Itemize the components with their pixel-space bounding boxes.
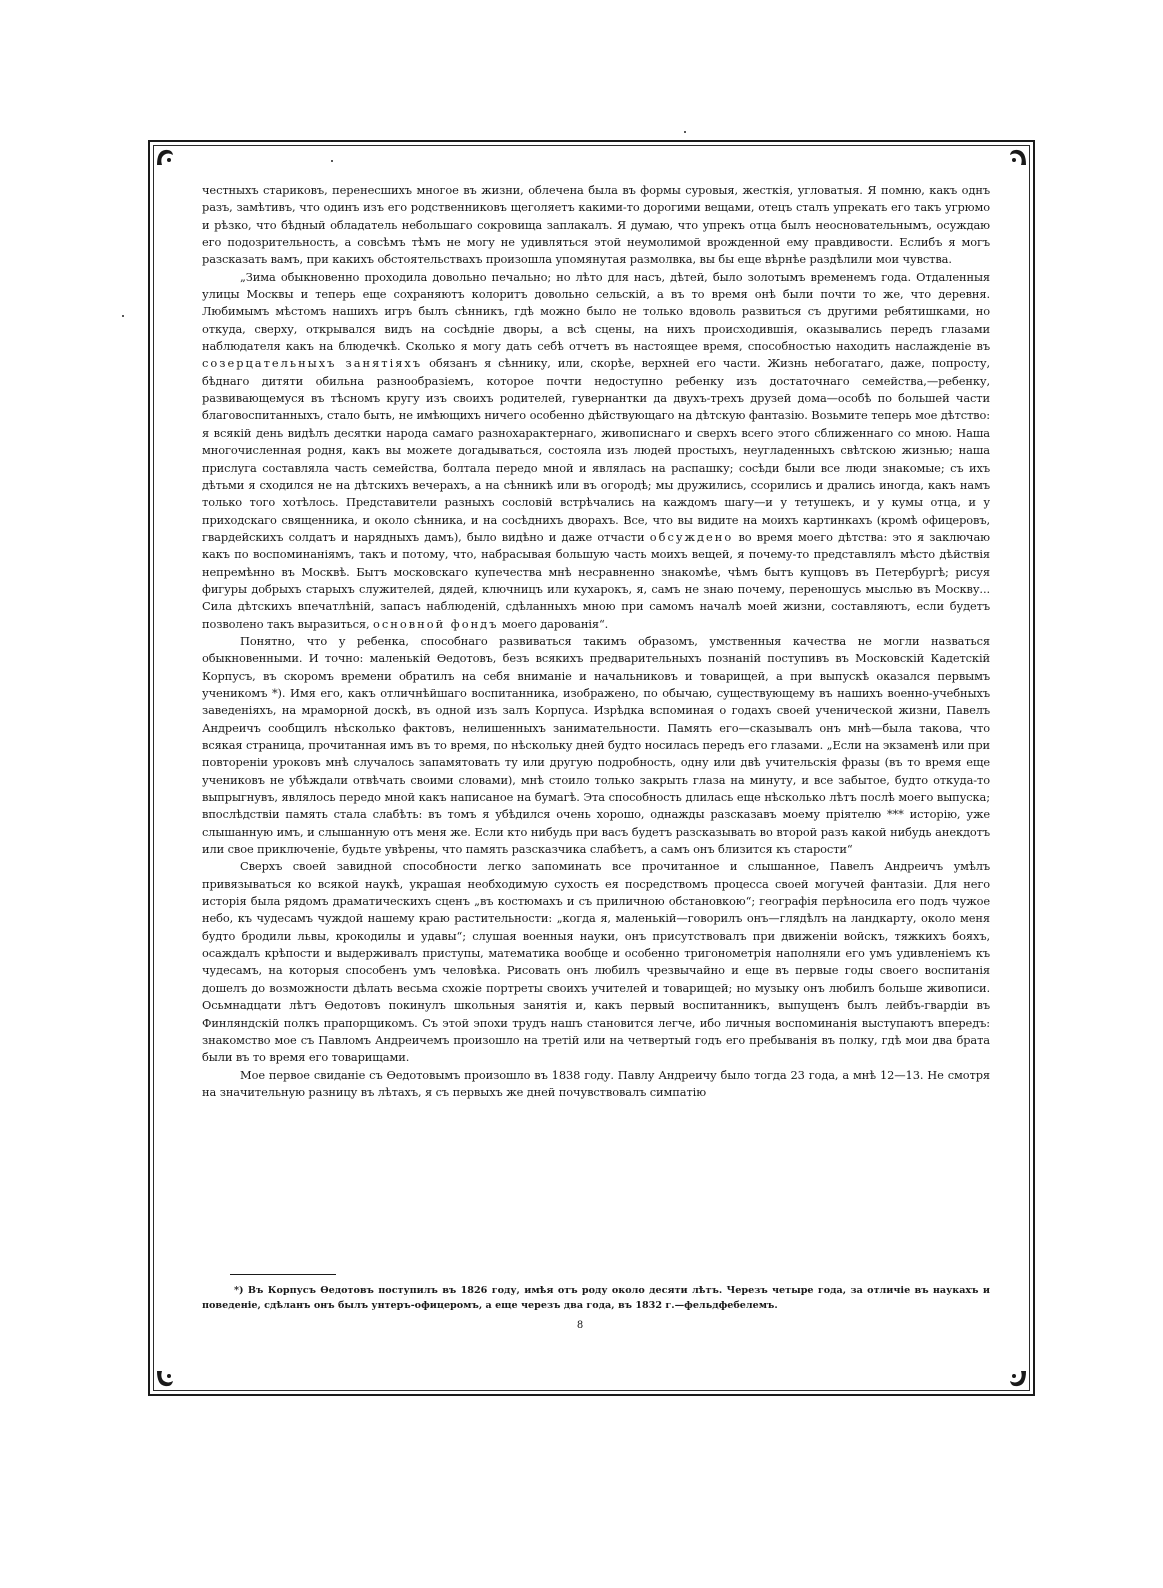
corner-ornament-icon bbox=[1007, 1368, 1029, 1390]
paragraph: честныхъ стариковъ, перенесшихъ многое въ жизни, облечена была въ формы суровыя, жесткія, угловатыя. Я помню, какъ однъ разъ, замѣтивъ, что одинъ изъ его родственниковъ щеголяетъ какими-то дорогими вещами, отецъ сталъ упрекать его такъ угрюмо и рѣзко, что бѣдный обладатель небольшаго сокровища заплакалъ. Я думаю, что упрекъ отца былъ неосновательнымъ, осуждаю его подозрительность, а совсѣмъ тѣмъ не могу не удивляться этой неумолимой врожденной ему правдивости. Еслибъ я могъ разсказать вамъ, при какихъ обстоятельствахъ произошла упомянутая размолвка, вы бы еще вѣрнѣе раздѣлили мои чувства. bbox=[202, 183, 990, 267]
print-speck bbox=[684, 131, 686, 133]
emphasis: обсуждено bbox=[649, 529, 734, 544]
corner-ornament-icon bbox=[1007, 146, 1029, 168]
paragraph: Сверхъ своей завидной способности легко запоминать все прочитанное и слышанное, Павелъ Андреичъ умѣлъ привязываться ко всякой наукѣ, украшая необходимую сухость ея посредствомъ процесса своей могучей фантазіи. Для него исторія была рядомъ драматическихъ сценъ „въ костюмахъ и съ приличною обстановкою“; географія перѣносила его подъ чужое небо, къ чудесамъ чуждой нашему краю растительности: „когда я, маленькій—говорилъ онъ—глядѣлъ на ландкарту, около меня будто бродили львы, крокодилы и удавы“; слушая военныя науки, онъ присутствовалъ при движеніи войскъ, тяжкихъ бояхъ, осаждалъ крѣпости и выдерживалъ приступы, математика вообще и особенно тригонометрія наполняли его умъ удивленіемъ къ чудесамъ, на которыя способенъ умъ человѣка. Рисовать онъ любилъ чрезвычайно и еще въ первые годы своего воспитанія дошелъ до возможности дѣлать весьма схожіе портреты своихъ учителей и товарищей; но музыку онъ любилъ больше живописи. Осьмнадцати лѣтъ Ѳедотовъ покинулъ школьныя занятія и, какъ первый воспитанникъ, выпущенъ былъ лейбъ-гвардіи въ Финляндскій полкъ прапорщикомъ. Съ этой эпохи трудъ нашъ становится легче, ибо личныя воспоминанія выступаютъ впередъ: знакомство мое съ Павломъ Андреичемъ произошло на третій или на четвертый годъ его пребыванія въ полку, гдѣ мои два брата были въ то время его товарищами. bbox=[202, 859, 990, 1065]
corner-ornament-icon bbox=[154, 146, 176, 168]
paragraph: Мое первое свиданіе съ Ѳедотовымъ произошло въ 1838 году. Павлу Андреичу было тогда 23 года, а мнѣ 12—13. Не смотря на значительную разницу въ лѣтахъ, я съ первыхъ же дней почувствовалъ симпатію bbox=[202, 1067, 990, 1099]
paragraph: Понятно, что у ребенка, способнаго развиваться такимъ образомъ, умственныя качества не могли назваться обыкновенными. И точно: маленькій Ѳедотовъ, безъ всякихъ предварительныхъ познаній поступивъ въ Московскій Кадетскій Корпусъ, въ скоромъ времени обратилъ на себя вниманіе и начальниковъ и товарищей, а при выпускѣ оказался первымъ ученикомъ *). Имя его, какъ отличнѣйшаго воспитанника, изображено, по обычаю, существующему въ нашихъ военно-учебныхъ заведеніяхъ, на мраморной доскѣ, въ одной изъ залъ Корпуса. Изрѣдка вспоминая о годахъ своей ученической жизни, Павелъ Андреичъ сообщилъ нѣсколько фактовъ, нелишенныхъ занимательности. Память его—сказывалъ онъ мнѣ—была такова, что всякая страница, прочитанная имъ въ то время, по нѣскольку дней будто носилась передъ его глазами. „Если на экзаменѣ или при повтореніи уроковъ мнѣ случалось запамятовать ту или другую подробность, одну или двѣ учительскія фразы (въ то время еще учениковъ не убѣждали отвѣчать своими словами), мнѣ стоило только закрыть глаза на минуту, и все забытое, будто откуда-то выпрыгнувъ, являлось передо мной какъ написаное на бумагѣ. Эта способность длилась еще нѣсколько лѣтъ послѣ моего выпуска; впослѣдствіи память стала слабѣть: въ томъ я убѣдился очень хорошо, однажды разсказавъ моему пріятелю *** исторію, уже слышанную имъ, и слышанную отъ меня же. Если кто нибудь при васъ будетъ разсказывать во второй разъ какой нибудь анекдотъ или свое приключеніе, будьте увѣрены, что память разсказчика слабѣетъ, а самъ онъ близится къ старости“ bbox=[202, 633, 990, 857]
body-text bbox=[202, 182, 990, 1101]
corner-ornament-icon bbox=[154, 1368, 176, 1390]
paragraph: „Зима обыкновенно проходила довольно печально; но лѣто для насъ, дѣтей, было золотымъ временемъ года. Отдаленныя улицы Москвы и теперь еще сохраняютъ колоритъ довольно сельскій, а въ то время онѣ были почти то же, что деревня. Любимымъ мѣстомъ нашихъ игръ былъ сѣнникъ, гдѣ можно было не только вдоволь развиться съ другими ребятишками, но откуда, сверху, открывался видъ на сосѣдніе дворы, а всѣ сцены, на нихъ происходившія, оказывались передъ глазами наблюдателя какъ на блюдечкѣ. Сколько я могу дать себѣ отчетъ въ настоящее время, способностью находить наслажденіе въ созерцательныхъ занятіяхъ обязанъ я сѣннику, или, скорѣе, верхней его части. Жизнь небогатаго, даже, попросту, бѣднаго дитяти обильна разнообразіемъ, которое почти недоступно ребенку изъ достаточнаго семейства,—ребенку, развивающемуся въ тѣсномъ кругу изъ своихъ родителей, гувернантки да двухъ-трехъ друзей дома—особѣ по большей части благовоспитанныхъ, стало быть, не имѣющихъ ничего особенно дѣйствующаго на дѣтскую фантазію. Возьмите теперь мое дѣтство: я всякій день видѣлъ десятки народа самаго разнохарактернаго, живописнаго и сверхъ всего этого сближеннаго со мною. Наша многочисленная родня, какъ вы можете догадываться, состояла изъ людей простыхъ, неугладенныхъ свѣтскою жизнью; наша прислуга составляла часть семейства, болтала передо мной и являлась на распашку; сосѣди были все люди знакомые; съ ихъ дѣтьми я сходился не на дѣтскихъ вечерахъ, а на сѣнникѣ или въ огородѣ; мы дружились, ссорились и дрались иногда, какъ намъ только того хотѣлось. Представители разныхъ сословій встрѣчались на каждомъ шагу—и у тетушекъ, и у кумы отца, и у приходскаго священника, и около сѣнника, и на сосѣднихъ дворахъ. Все, что вы видите на моихъ картинкахъ (кромѣ офицеровъ, гвардейскихъ солдатъ и нарядныхъ дамъ), было видѣно и даже отчасти обсуждено во время моего дѣтства: это я заключаю какъ по воспоминаніямъ, такъ и потому, что, набрасывая большую часть моихъ вещей, я почему-то представлялъ мѣсто дѣйствія непремѣнно въ Москвѣ. Бытъ московскаго купечества мнѣ несравненно знакомѣе, чѣмъ бытъ купцовъ въ Петербургѣ; рисуя фигуры добрыхъ старыхъ служителей, дядей, ключницъ или кухарокъ, я, самъ не знаю почему, переношусь мыслью въ Москву... Сила дѣтскихъ впечатлѣній, запасъ наблюденій, сдѣланныхъ мною при самомъ началѣ моей жизни, составляютъ, если будетъ позволено такъ выразиться, основной фондъ моего дарованія“. bbox=[202, 269, 990, 631]
footnote-divider bbox=[230, 1274, 336, 1275]
emphasis: основной фондъ bbox=[373, 616, 499, 631]
footnote: *) Въ Корпусъ Ѳедотовъ поступилъ въ 1826 году, имѣя отъ роду около десяти лѣтъ. Черезъ четыре года, за отличіе въ наукахъ и поведеніе, сдѣланъ онъ былъ унтеръ-офицеромъ, а еще черезъ два года, въ 1832 г.—фельдфебелемъ. bbox=[202, 1285, 990, 1311]
print-speck bbox=[331, 160, 333, 162]
emphasis: созерцательныхъ занятіяхъ bbox=[202, 356, 423, 371]
page-number: 8 bbox=[576, 1320, 584, 1331]
print-speck bbox=[122, 315, 124, 317]
